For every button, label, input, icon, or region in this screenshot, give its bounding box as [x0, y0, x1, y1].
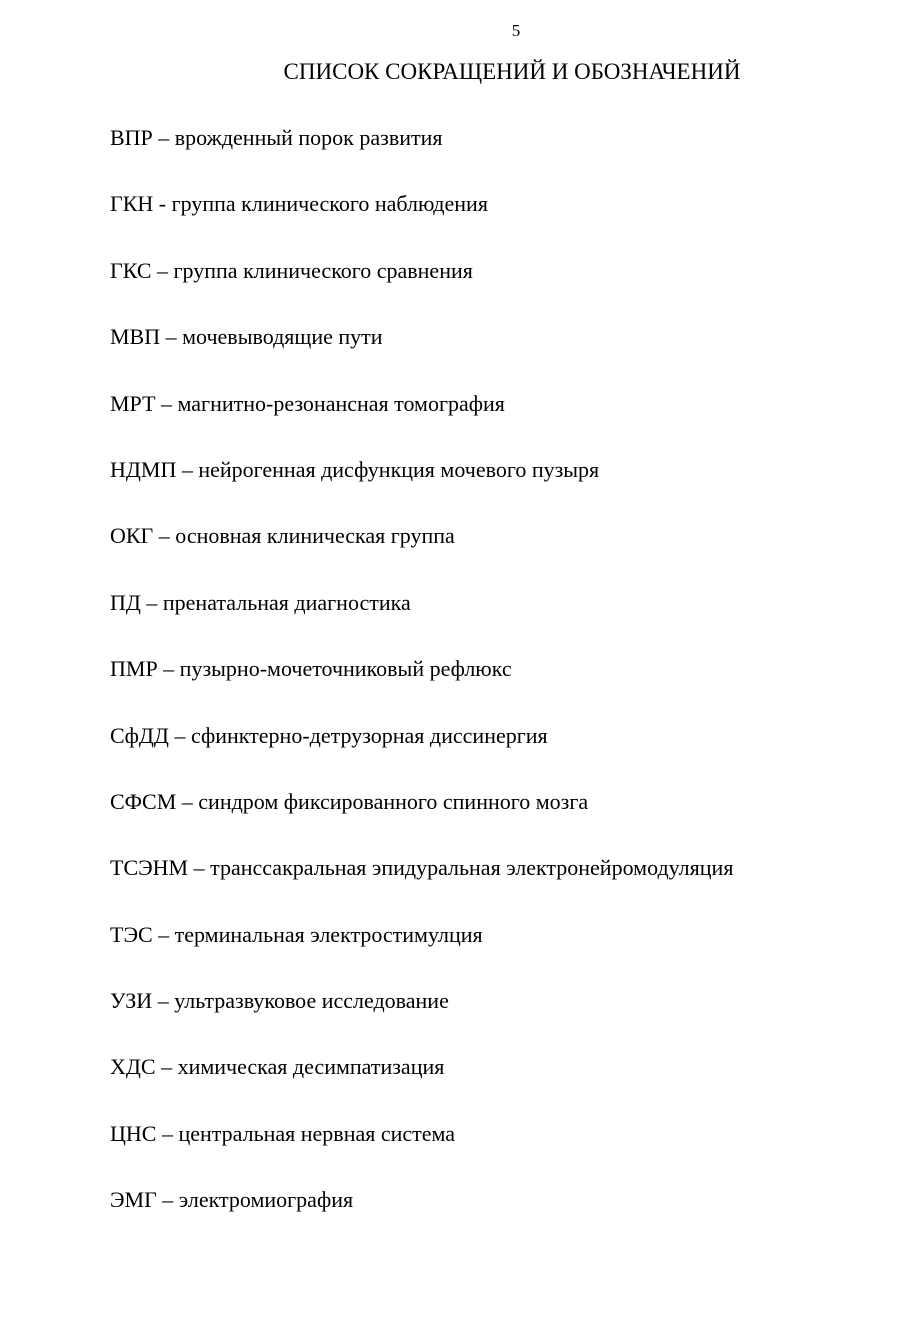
list-item: ОКГ – основная клиническая группа — [110, 523, 455, 549]
list-item: СФСМ – синдром фиксированного спинного мозга — [110, 788, 589, 814]
list-item: ЭМГ – электромиография — [110, 1187, 354, 1213]
list-item: ЦНС – центральная нервная система — [110, 1120, 456, 1146]
list-item: ПД – пренатальная диагностика — [110, 589, 411, 615]
list-item: МВП – мочевыводящие пути — [110, 324, 383, 350]
list-item: ХДС – химическая десимпатизация — [110, 1054, 445, 1080]
list-item: СфДД – сфинктерно-детрузорная диссинергия — [110, 722, 548, 748]
list-item: МРТ – магнитно-резонансная томография — [110, 390, 505, 416]
list-item: ПМР – пузырно-мочеточниковый рефлюкс — [110, 656, 512, 682]
list-item: УЗИ – ультразвуковое исследование — [110, 988, 449, 1014]
list-item: ВПР – врожденный порок развития — [110, 125, 443, 150]
abbreviation-list — [110, 124, 900, 1253]
list-item: ГКС – группа клинического сравнения — [110, 257, 473, 283]
list-item: ТЭС – терминальная электростимулция — [110, 921, 483, 947]
list-item: ГКН - группа клинического наблюдения — [110, 191, 488, 217]
page-title: СПИСОК СОКРАЩЕНИЙ И ОБОЗНАЧЕНИЙ — [283, 59, 741, 84]
page-number: 5 — [511, 21, 521, 40]
list-item: НДМП – нейрогенная дисфункция мочевого пузыря — [110, 456, 600, 482]
list-item: ТСЭНМ – транссакральная эпидуральная электронейромодуляция — [110, 855, 734, 881]
